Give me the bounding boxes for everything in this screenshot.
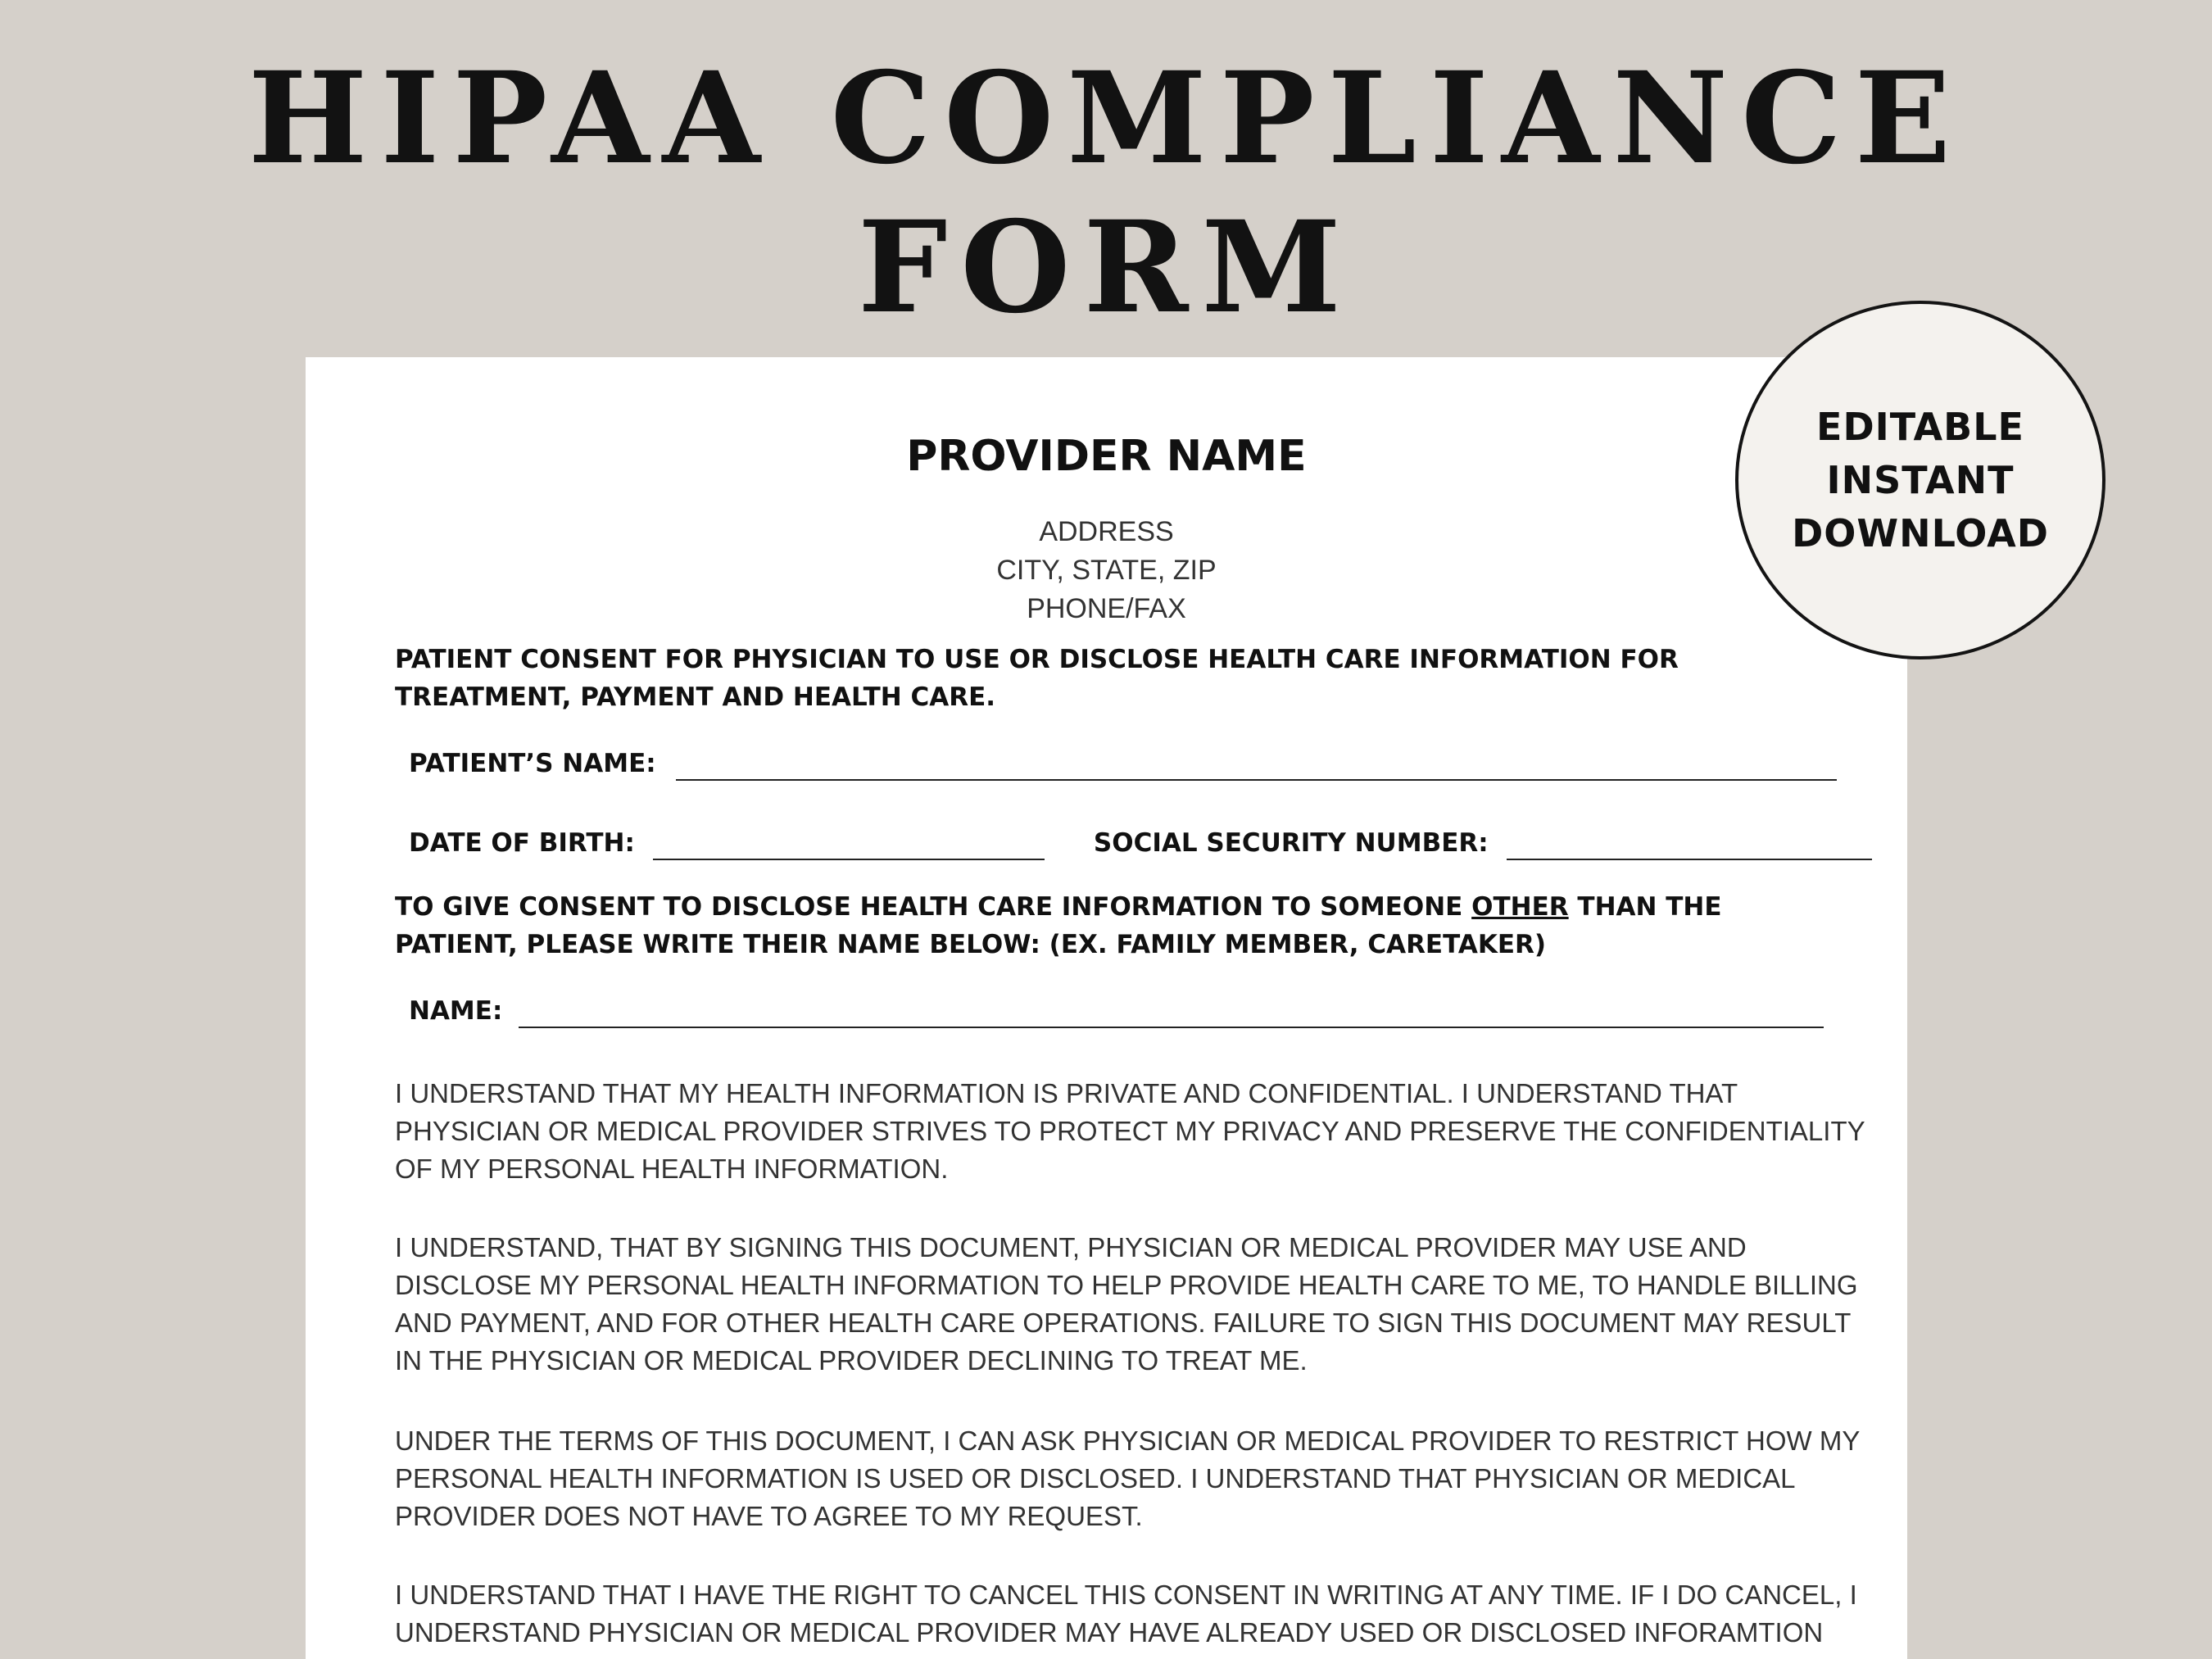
dob-label: DATE OF BIRTH: [409, 828, 635, 858]
dob-field[interactable] [653, 859, 1045, 860]
form-document [306, 357, 1907, 1659]
ssn-field[interactable] [1507, 859, 1872, 860]
form-page [306, 357, 1907, 1659]
ssn-label: SOCIAL SECURITY NUMBER: [1093, 828, 1489, 858]
hero-title-line-1: HIPAA COMPLIANCE [247, 44, 1965, 193]
privacy-paragraph: I UNDERSTAND THAT MY HEALTH INFORMATION IS PRIVATE AND CONFIDENTIAL. I UNDERSTAND THAT PHYSICIAN OR MEDICAL PROVIDER STRIVES TO PROTECT MY PRIVACY AND PRESERVE THE CONFIDENTIALITY OF MY PERSONAL HEALTH INFORMATION. [395, 1078, 1865, 1184]
other-name-field[interactable] [519, 1027, 1824, 1028]
provider-address: ADDRESS [1039, 516, 1174, 547]
other-consent-text-after: THAN THE PATIENT, PLEASE WRITE THEIR NAME BELOW: (EX. FAMILY MEMBER, CARETAKER) [395, 892, 1722, 959]
provider-city-state-zip: CITY, STATE, ZIP [996, 555, 1217, 586]
patient-name-field[interactable] [676, 779, 1837, 781]
cancellation-paragraph: I UNDERSTAND THAT I HAVE THE RIGHT TO CANCEL THIS CONSENT IN WRITING AT ANY TIME. IF I DO CANCEL, I UNDERSTAND PHYSICIAN OR MEDICAL PROVIDER MAY HAVE ALREADY USED OR DISCLOSED INFORAMTION [395, 1580, 1857, 1648]
provider-phone-fax: PHONE/FAX [1027, 593, 1186, 624]
provider-contact-block [306, 513, 1907, 628]
restriction-paragraph: UNDER THE TERMS OF THIS DOCUMENT, I CAN ASK PHYSICIAN OR MEDICAL PROVIDER TO RESTRICT HOW MY PERSONAL HEALTH INFORMATION IS USED OR DISCLOSED. I UNDERSTAND THAT PHYSICIAN OR MEDICAL PROVIDER DOES NOT HAVE TO AGREE TO MY REQUEST. [395, 1426, 1860, 1531]
other-consent-text-before: TO GIVE CONSENT TO DISCLOSE HEALTH CARE INFORMATION TO SOMEONE [395, 892, 1472, 922]
editable-download-badge [1735, 301, 2105, 660]
provider-name: PROVIDER NAME [906, 432, 1307, 481]
other-consent-instructions [395, 888, 1853, 963]
other-consent-underlined-word: OTHER [1471, 892, 1569, 922]
consent-heading: PATIENT CONSENT FOR PHYSICIAN TO USE OR DISCLOSE HEALTH CARE INFORMATION FOR TREATMENT, PAYMENT AND HEALTH CARE. [395, 645, 1679, 712]
badge-line-1: EDITABLE [1816, 404, 2024, 449]
badge-line-2: INSTANT [1826, 457, 2015, 502]
hero-title [0, 44, 2212, 342]
patient-name-row [409, 745, 1837, 782]
hero-title-line-2: FORM [858, 193, 1354, 342]
patient-name-label: PATIENT’S NAME: [409, 749, 656, 778]
disclosure-paragraph: I UNDERSTAND, THAT BY SIGNING THIS DOCUMENT, PHYSICIAN OR MEDICAL PROVIDER MAY USE AND DISCLOSE MY PERSONAL HEALTH INFORMATION TO HELP PROVIDE HEALTH CARE TO ME, TO HANDLE BILLING AND PAYMENT, AND FOR OTHER HEALTH CARE OPERATIONS. FAILURE TO SIGN THIS DOCUMENT MAY RESULT IN THE PHYSICIAN OR MEDICAL PROVIDER DECLINING TO TREAT ME. [395, 1232, 1858, 1376]
other-name-label: NAME: [409, 996, 503, 1026]
other-name-row [409, 992, 1824, 1030]
dob-ssn-row [409, 824, 1872, 862]
badge-line-3: DOWNLOAD [1792, 510, 2049, 555]
